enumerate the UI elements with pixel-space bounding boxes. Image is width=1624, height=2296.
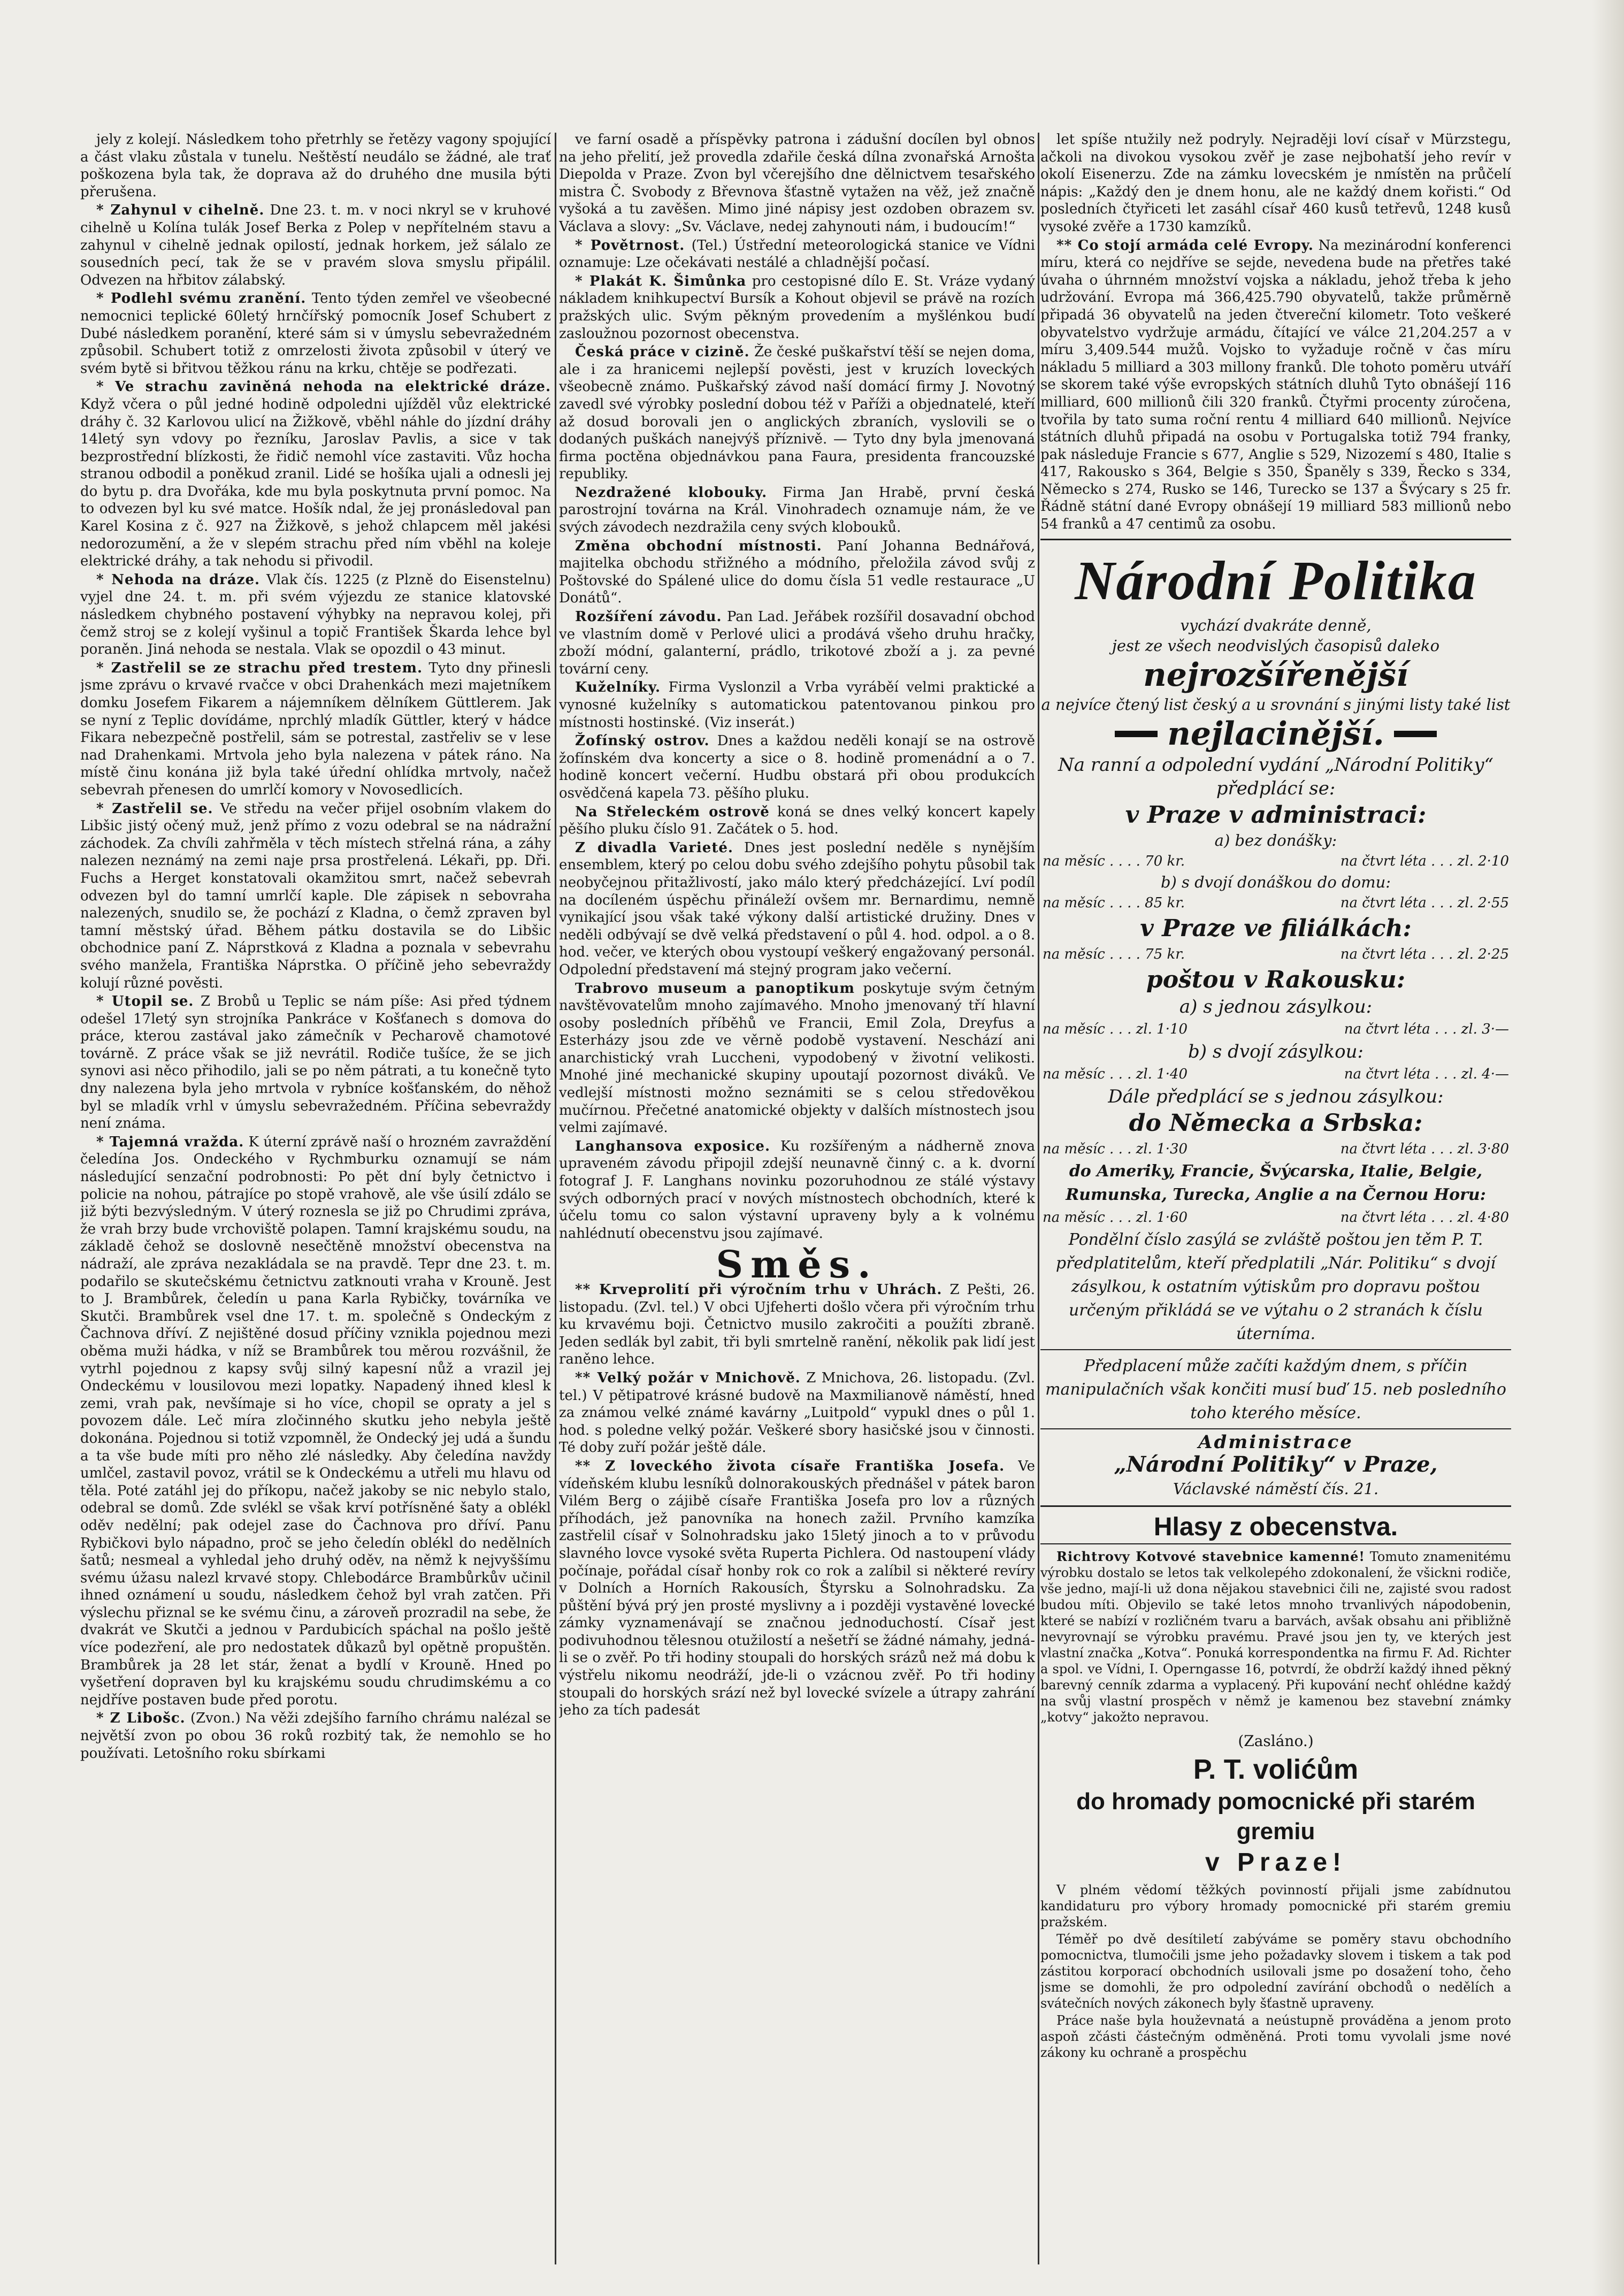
article: [559, 343, 1035, 483]
article-text: Dnes jest poslední neděle s nynějším ensemblem, který po celou dobu svého zdejšího pohytu působil tak neobyčejnou přitažlivostí, jako málo který předcházející. Lví podíl na docíleném úspěchu přináleží ovšem mr. Bernardimu, nemně vynikající jsou však také výkony další artistické družiny. Dnes v neděli odbývají se dvě velká představení o půl 4. hod. odpol. a o 8. hod. večer, ve kterých obou vystoupí veškerý engažovaný personál. Odpolední představení má stejný program jako večerní.: [559, 839, 1035, 978]
article: [80, 378, 551, 570]
article-text: Že české puškařství těší se nejen doma, ale i za hranicemi nejlepší pověsti, jest v kruzích loveckých všeobecně známo. Puškařský závod naší domácí firmy J. Novotný zavedl své výrobky poslední dobou též v Paříži a objednatelé, kteří až dosud borovali jen o anglických zbraních, vyslovili se o dodaných puškách nanejvýš příznivě. — Tyto dny byla jmenovaná firma poctěna objednávkou pana Faura, presidenta francouzské republiky.: [559, 344, 1035, 483]
article: [80, 1134, 551, 1709]
article-text: Dnes a každou neděli konají se na ostrově žofínském dva koncerty a sice o 8. hodině promenádní a o 7. hodině koncert večerní. Hudbu obstará při obou produkcích osvědčená kapela 73. pěšího pluku.: [559, 733, 1035, 801]
article: [80, 131, 551, 201]
article: [559, 237, 1035, 272]
column-rule: [555, 133, 556, 2264]
ad-line: a nejvíce čtený list český a u srovnání s jinými listy také list: [1041, 695, 1511, 714]
price-row: na měsíc . . . zl. 1·40 na čtvrt léta . . . zl. 4·—: [1043, 1066, 1509, 1082]
column-middle: [559, 131, 1035, 2266]
article: [559, 273, 1035, 342]
miscellany-news: [559, 1281, 1035, 1719]
article-text: koná se dnes velký koncert kapely pěšího pluku číslo 91. Začátek o 5. hod.: [559, 803, 1035, 838]
article: [559, 608, 1035, 678]
article-text: Když včera o půl jedné hodině odpoledni ujížděl vůz elektrické dráhy č. 32 Karlovou ulicí na Žižkově, vběhl náhle do jízdní dráhy 14letý syn vdovy po řezníku, Jaroslav Pavlis, a sice v tak bezprostřední blízkosti, že řidič nemohl více zastaviti. Vůz hocha stranou odbodil a poněkud zranil. Lidé se hošíka ujali a odnesli jej do bytu p. dra Dvořáka, kde mu byla poskytnuta první pomoc. Na to odvezen byl ku své matce. Hošík ndal, že jej pronásledoval pan Karel Kosina z č. 927 na Žižkově, s jehož chlapcem měl jakési nedorozumění, a že v slepém strachu před ním vběhl na koleje elektrické dráhy, a tak nehodu si přivodil.: [80, 396, 551, 570]
article-heading: * Utopil se.: [96, 993, 194, 1010]
article-heading: Změna obchodní místnosti.: [575, 538, 822, 554]
ad-note: Pondělní číslo zasýlá se zvláště poštou jen těm P. T. předplatitelům, kteří předplatili „Nár. Politiku“ s dvojí zásylkou, k ostatním výtiskům pro dopravu poštou určeným přikládá se ve výtahu o 2 stranách k číslu úterníma.: [1040, 1228, 1511, 1350]
paragraph: Práce naše byla houževnatá a neústupně prováděna a jenom proto aspoň zčásti částečným odměněná. Proti tomu vyvolali jsme nové zákony ku ochraně a prospěchu: [1040, 2012, 1511, 2060]
article: [80, 1710, 551, 1762]
section-title-smes: Směs.: [716, 1242, 878, 1287]
ad-line: b) s dvojí zásylkou:: [1188, 1040, 1363, 1062]
article-text: (Tel.) Ústřední meteorologická stanice ve Vídni oznamuje: Lze očekávati nestálé a chladnější počasí.: [559, 237, 1035, 271]
article-text: pro cestopisné dílo E. St. Vráze vydaný nákladem knihkupectví Bursík a Kohout objevil se právě na rozích pražských ulic. Svým pěkným provedením a myšlénkou budí zasloužnou pozornost obecenstva.: [559, 273, 1035, 342]
article: [559, 1281, 1035, 1368]
administration-address: Václavské náměstí čís. 21.: [1173, 1480, 1379, 1498]
article-text: jely z kolejí. Následkem toho přetrhly se řetězy vagony spojující a část vlaku zůstala v tunelu. Neštěstí neudálo se žádné, ale trať poškozena byla tak, že doprava až do druhého dne musila býti přerušena.: [80, 132, 551, 200]
column-rule: [1038, 133, 1039, 2264]
article-text: Z Mnichova, 26. listopadu. (Zvl. tel.) V pětipatrové krásné budově na Maxmilianově náměstí, hned za známou velké známé kavárny „Luitpold“ vypukl dnes o půl 1. hod. s poledne velký požár. Veškeré sbory hasičské jsou v činnosti. Té doby zuří požár ještě dále.: [559, 1369, 1035, 1456]
article-heading: * Povětrnost.: [575, 237, 685, 254]
hlasy-z-obecenstva: [1040, 1505, 1511, 2061]
article: [559, 980, 1035, 1137]
price-row: na měsíc . . . . 75 kr. na čtvrt léta . . . zl. 2·25: [1043, 946, 1509, 962]
article-heading: * Z Libošc.: [96, 1710, 186, 1727]
article-heading: * Zastřelil se.: [96, 800, 213, 817]
ad-line: b) s dvojí donáškou do domu:: [1160, 873, 1391, 891]
article-heading: Žofínský ostrov.: [575, 733, 710, 749]
ad-subheading: do Německa a Srbska:: [1129, 1109, 1423, 1137]
article-text: Pan Lad. Jeřábek rozšířil dosavadní obchod ve vlastním domě v Perlové ulici a prodává všeho druhu hračky, zboží módní, galanterní, prádlo, trikotové zboží a j. za pevné tovární ceny.: [559, 609, 1035, 677]
article: [559, 732, 1035, 802]
article-text: Ku rozšířeným a nádherně znova upraveném závodu připojil zdejší neunavně činný c. a k. dvorní fotograf J. F. Langhans novinku pozoruhodnou ze stálé výstavy svých odborných prací v nových místnostech obchodních, které k účelu tomu co salon výstavní upraveny byly a k volnému nahlédnutí obecenstvu jsou zajímavé.: [559, 1138, 1035, 1242]
article: Richtrovy Kotvové stavebnice kamenné! Tomuto znamenitému výrobku dostalo se letos tak velkolepého zdokonalení, že všickni rodiče, vše jedno, mají-li už dona nějakou stavebnici čili ne, zajisté svou radost budou míti. Objevilo se také letos mnoho trvanlivých nápodobenin, které se nabízí v rozličném tvaru a barvách, avšak obsahu ani přibližně nevyrovnají se výrobku pravému. Pravé jsou jen ty, ve kterých jest vlastní značka „Kotva“. Ponuká korrespondentka na firmu F. Ad. Richter a spol. ve Vídni, I. Operngasse 16, potvrdí, že obdrží každý ihned pěkný barevný cenník zdarma a vyplacený. Při kupování nechť ohlédne každý na svůj vlastní prospěch v němž je kamenou bez stavební známky „kotvy“ jakožto nepravou.: [1040, 1549, 1511, 1725]
ad-line: Na ranní a odpolední vydání „Národní Politiky“ předplácí se:: [1058, 754, 1493, 799]
paragraph: Téměř po dvě desítiletí zabýváme se poměry stavu obchodního pomocnictva, tlumočili jsme jeho požadavky slovem i tiskem a tak pod zástitou korporací obchodních usilovali jsme po dosažení toho, čeho jsme se domohli, že pro odpolední zavírání obchodů o nedělích a svátečních nových zákonech byly šťastně upraveny.: [1040, 1931, 1511, 2011]
article: [559, 679, 1035, 731]
ad-subheading: poštou v Rakousku:: [1146, 966, 1406, 993]
zaslano-label: (Zasláno.): [1238, 1732, 1314, 1750]
article-text: Vlak čís. 1225 (z Plzně do Eisenstelnu) vyjel dne 24. t. m. při svém výjezdu ze stanice klatovské následkem chybného postavení výhybky na nepravou kolej, při čemž stroj se z kolejí vyšinul a topič František Škarda lehce byl poraněn. Jiná nehoda se nestala. Vlak se opozdil o 43 minut.: [80, 571, 551, 658]
article-text: (Zvon.) Na věži zdejšího farního chrámu nalézal se největší zvon po obou 36 roků rozbitý tak, že nemohlo se ho používati. Letošního roku sbírkami: [80, 1710, 551, 1762]
article-heading: * Zahynul v cihelně.: [96, 202, 265, 219]
ad-subheading: v Praze v administraci:: [1125, 801, 1427, 829]
article-heading: Rozšíření závodu.: [575, 609, 722, 625]
paragraph: V plném vědomí těžkých povinností přijali jsme zabídnutou kandidaturu pro výbory hromady pomocnické při starém gremiu pražském.: [1040, 1882, 1511, 1930]
ornament-bar: [1115, 731, 1158, 737]
article-text: Z Brobů u Teplic se nám píše: Asi před týdnem odešel 17letý syn strojníka Pankráce v Košťanech s domova do práce, kterou zastával jako zámečník v Pecharově chamotové továrně. Z práce však se již nevrátil. Rodiče tušíce, že se jich synovi asi něco přihodilo, jali se po něm pátrati, a tu konečně tyto dny nalezena byla jeho mrtvola v rybníce košťanském, do něhož byl se mladík vrhl v úmyslu sebevražedném. Příčina sebevraždy není známa.: [80, 993, 551, 1132]
ad-line: Dále předplácí se s jednou zásylkou:: [1108, 1085, 1444, 1107]
article-heading: * Zastřelil se ze strachu před trestem.: [96, 660, 423, 676]
masthead: Národní Politika: [1075, 549, 1477, 611]
appeal-heading: v Praze!: [1205, 1848, 1347, 1877]
administration-name: „Národní Politiky“ v Praze,: [1114, 1452, 1438, 1478]
page-edge-shadow: [1592, 0, 1624, 2296]
ad-line: do Ameriky, Francie, Švýcarska, Italie, Belgie, Rumunska, Turecka, Anglie a na Černou Horu:: [1066, 1161, 1486, 1204]
article-text: let spíše ntužily než podryly. Nejraději loví císař v Mürzstegu, ačkoli na divokou vysokou zvěř je zase nejbohatší jeho revír v okolí Eisenerzu. Zde na zámku lovecském je nmístěn na průčelí nápis: „Každý den je dnem honu, ale ne každý dnem kořisti.“ Od posledních čtyřiceti let zasáhl císař 460 kusů tetřevů, 1248 kusů vysoké zvěře a 1730 kamzíků.: [1040, 132, 1511, 235]
article: [559, 538, 1035, 607]
article-text: poskytuje svým četným navštěvovatelům mnoho zajímavého. Mnoho jmenovaný tří hlavní osoby posledních příběhů ve Francii, Emil Zola, Dreyfus a Esterházy jsou zde ve věrně podobě vystavení. Neschází ani anarchistický vrah Luccheni, vypodobený v životní velikosti. Mnohé jiné mechanické skupiny upoutají pozornost diváků. Ve vedlejší místnosti možno seznámiti se s celou středověkou mučírnou. Přečetné anatomické objekty v dalších místnostech jsou velmi zajímavé.: [559, 980, 1035, 1136]
article: [559, 1138, 1035, 1243]
section-title-hlasy: Hlasy z obecenstva.: [1040, 1511, 1511, 1544]
administration-label: Administrace: [1198, 1431, 1353, 1453]
article-text: Tento týden zemřel ve všeobecné nemocnici teplické 60letý hrnčířský pomocník Josef Schubert z Dubé následkem poranění, které sám si v úmyslu sebevražedném způsobil. Schubert totiž z omrzelosti života způsobil v úterý ve svém bytě si břitvou těžkou ránu na krku, chtěje se podřezati.: [80, 290, 551, 377]
article-text: Na mezinárodní konferenci míru, která co nejdříve se sejde, nevedena bude na přetřes také úvaha o úhrnném množství vojska a nákladu, jehož třeba k jeho udržování. Evropa má 366,425.790 obyvatelů, takže průměrně připadá 36 obyvatelů na jeden čtvereční kilometr. Toto veškeré obyvatelstvo vydržuje armádu, čítající ve válce 21,204.257 a v míru 3,409.544 mužů. Vojsko to vyžaduje ročně v čas míru nákladu 5 milliard a 303 millony franků. Dle tohoto poměru utváří se skorem také výše evropských státních dluhů Tyto obnášejí 116 milliard, 600 millionů čili 320 franků. Čtyřmi procenty zúročena, tvořila by tato suma roční rentu 4 milliard 640 millionů. Nejvíce státních dluhů připadá na osobu v Portugalska totiž 794 franky, pak následuje Francie s 677, Anglie s 529, Nizozemí s 480, Italie s 417, Rakousko s 364, Belgie s 350, Španěly s 339, Řecko s 334, Německo s 274, Rusko se 146, Turecko se 137 a Švýcary s 25 fr. Řádně státní dané Evropy obnášejí 19 milliard 583 millionů nebo 54 franků a 47 centimů za osobu.: [1040, 237, 1511, 533]
article-heading: Kuželníky.: [575, 679, 661, 696]
article: [80, 993, 551, 1132]
article-heading: Z divadla Varieté.: [575, 839, 733, 856]
ad-note: Předplacení může začíti každým dnem, s příčin manipulačních však končiti musí buď 15. neb posledního toho kterého měsíce.: [1040, 1354, 1511, 1429]
ad-line: vychází dvakráte denně,: [1180, 616, 1372, 634]
appeal-heading: do hromady pomocnické při starém gremiu: [1076, 1788, 1475, 1845]
article-text: Firma Jan Hrabě, první česká parostrojní továrna na Král. Vinohradech oznamuje nám, že ve svých závodech nezdražila ceny svých klobouků.: [559, 484, 1035, 536]
article: [559, 839, 1035, 979]
article-heading: * Tajemná vražda.: [96, 1134, 244, 1150]
article: [80, 571, 551, 659]
article: [80, 290, 551, 377]
article-text: Ve středu na večer přijel osobním vlakem do Libšic jistý očený muž, jenž přímo z vozu odebral se na nádražní záchodek. Za chvíli zahřměla v těch místech střelná rána, a záhy nalezen neznámý na zemi naje prsa prostřelená. Lékaři, pp. Dři. Fuchs a Herget konstatovali okamžitou smrt, načež sebevrah odvezen byl do tamní umrlčí kaple. Dle zápisek n sebovraha nalezených, snudilo se, že pochází z Kladna, o čemž zpraven byl tamní městský úřad. Během pátku dostavila se do Libšic obchodnice paní Z. Náprstková z Kladna a poznala v sebevrahu svého manžela, Františka Náprstka. O příčině jeho sebevraždy kolují různé pověsti.: [80, 800, 551, 991]
article-heading: Česká práce v cizině.: [575, 344, 750, 361]
article-text: Ve vídeňském klubu lesníků dolnorakouských přednášel v pátek baron Vilém Berg o zájibě císaře Františka Josefa pro lov a různých příhodách, jež panovníka na honech zažil. Prvního kamzíka zastřelil císař v Solnohradsku jako 15letý jinoch a to v průvodu slavného lovce vysoké světa Ruperta Pichlera. Od nastoupení vlády počínaje, pořádal císař honby rok co rok a zalíbil si některé revíry v Dolních a Horních Rakousích, Štyrsku a Solnohradsku. Za půštění bývá prý jen prosté myslivny a i později vystavěné lovecké zámky vyznamenávají se značnou jednoduchostí. Císař jest podivuhodnou tělesnou otužilostí a nešetří se žádné námahy, jedná-li se o zvěř. Po tři hodiny stoupali do horských srázů než má dobu k výstřelu nikomu neodráží, jde-li o vzácnou zvěř. Po tři hodiny stoupali do horských srází než byl lovecké svízele a útrapy zahrání jeho za tích padesát: [559, 1458, 1035, 1719]
price-row: na měsíc . . . . 85 kr. na čtvrt léta . . . zl. 2·55: [1043, 894, 1509, 911]
price-row: na měsíc . . . zl. 1·10 na čtvrt léta . . . zl. 3·—: [1043, 1021, 1509, 1037]
article-heading: ** Z loveckého života císaře Františka Josefa.: [575, 1458, 1005, 1474]
ad-line: a) bez donášky:: [1214, 831, 1337, 849]
ad-headline: nejrozšířenější: [1143, 656, 1408, 694]
ad-line: jest ze všech neodvislých časopisů daleko: [1112, 636, 1440, 655]
local-news: [559, 131, 1035, 1242]
article: [80, 800, 551, 992]
price-row: na měsíc . . . . 70 kr. na čtvrt léta . . . zl. 2·10: [1043, 853, 1509, 869]
article-heading: * Ve strachu zaviněná nehoda na elektrické dráze.: [96, 379, 551, 395]
article-text: Firma Vyslonzil a Vrba vyráběí velmi praktické a vynosné kuželníky s automatickou patentovanou pinkou pro místnosti hostinské. (Viz inserát.): [559, 679, 1035, 731]
article-heading: Nezdražené klobouky.: [575, 484, 768, 501]
article: [559, 131, 1035, 236]
price-row: na měsíc . . . zl. 1·30 na čtvrt léta . . . zl. 3·80: [1043, 1141, 1509, 1157]
article-text: Z Pešti, 26. listopadu. (Zvl. tel.) V obci Ujfeherti došlo včera při výročním trhu ku krvavému boji. Četnictvo musilo zakročiti a použíti zbraně. Jeden sedlák byl zabit, tři byli smrtelně ranění, několik pak lidí jest raněno lehce.: [559, 1282, 1035, 1368]
article-text: K úterní zprávě naší o hrozném zavraždění čeledína Jos. Ondeckého v Rychmburku oznamují se nám následující senzační podrobnosti: Po pět dní byly četnictvo i policie na nohou, pátrajíce po stopě vrahově, ale vše úsilí zdálo se již býti bezvýsledným. V úterý roznesla se již po Chrudimi zpráva, že vrah brzy bude vrchoviště polapen. Tamní krajskému soudu, na základě čehož se doslovně nesečtěně množství obecenstva na nádraží, ale zpráva nezakládala se na pravdě. Tepr dne 23. t. m. podařilo se skutečskému četnictvu zatknouti vraha v Krouně. Jest to J. Brambůrek, čeledín u pana Karla Rybičky, továrníka ve Skutči. Brambůrek vsel dne 17. t. m. společně s Ondeckým z Čachnova dříví. Z nejištěné dosud příčiny vznikla pojednou mezi oběma muži hádka, v níž se Brambůrek tou měrou rozvášnil, že vytrhl pojednou z kapsy svůj silný kapesní nůž a vrazil jej Ondeckému v lousilovou mezi lopatky. Napadený ihned klesl k zemi, vrah pak, nevšímaje si ho více, chopil se opraty a jel s povozem dále. Leč míra zločinného skutku jeho nebyla ještě dokonána. Pojednou si totiž vzpomněl, že Ondecký jej udá a šundu a ta vše bude míti pro něho zlé následky. Aby čeledína navždy umlčel, zastavil povoz, vrátil se k Ondeckému a utřeli mu hlavu od těla. Poté zatáhl jej do příkopu, načež jakoby se nic nebylo stalo, odebral se domů. Zde svlékl se však krví potřísněné šaty a oblékl oděv nedělní; pak odejel zase do Čachnova pro dříví. Panu Rybičkovi bylo nápadno, proč se jeho čeledín oblékl do nedělních šatů; nesmeal a vyhledal jeho druhý oděv, na němž k nejvyššímu svému úžasu nalezl krvavé stopy. Chlebodárce Brambůrkův učinil ihned oznámení u soudu, následkem čehož byl vrah zatčen. Při výslechu přiznal se ke svému činu, a zároveň prozradil na sebe, že dvakrát ve Skutči a jednou v Pardubicích spáchal na pošlo ještě více podezření, ale pro nedostatek důkazů byl opětně propuštěn. Brambůrek ja 28 let stár, ženat a bydlí v Krouně. Hned po vyšetření dopraven byl ku krajskému soudu chrudimskému a co nejdříve postaven bude před porotu.: [80, 1134, 551, 1708]
article-heading: ** Co stojí armáda celé Evropy.: [1056, 237, 1314, 254]
narodni-politika-advertisement: [1040, 539, 1511, 1499]
article: [1040, 237, 1511, 533]
appeal-heading: P. T. volićům: [1193, 1754, 1359, 1785]
article: [80, 660, 551, 799]
article: [559, 484, 1035, 537]
article-heading: * Podlehl svému zranění.: [96, 290, 307, 307]
column-right: [1040, 131, 1511, 2266]
article-heading: ** Krveprolití při výročním trhu v Uhrách.: [575, 1282, 943, 1298]
article-text: Tyto dny přinesli jsme zprávu o krvavé rvačce v obci Drahenkách mezi majetníkem domku Josefem Fikarem a nájemníkem dělníkem Güttlerem. Jak se nyní z Teplic dovídáme, nprchlý mladík Güttler, který v hádce Fikara nebezpečně postřelil, sám se potrestal, zastřeliv se v lese nad Drahenkami. Mrtvola jeho byla nalezena v pátek ráno. Na místě činu konána již byla také úřední ohlídka mrtvoly, načež sebevrah přenesen do umrlčí komory v Novosedlicích.: [80, 660, 551, 798]
article: [1040, 131, 1511, 236]
article-heading: Na Střeleckém ostrově: [575, 803, 770, 820]
article-heading: Langhansova exposice.: [575, 1138, 771, 1154]
article: [80, 202, 551, 289]
miscellany-continued: [1040, 131, 1511, 533]
article: [559, 803, 1035, 838]
article-text: ve farní osadě a příspěvky patrona i zádušní docílen byl obnos na jeho přelití, jež provedla zdařile česká dílna zvonařská Arnošta Diepolda v Praze. Zvon byl včerejšího dne dělnictvem tesařského mistra Č. Svobody z Břevnova šťastně vytažen na věž, jež značně vyšoká a tu zavěšen. Mimo jiné nápisy jest ozdoben obrazem sv. Václava a slovy: „Sv. Václave, nedej zahynouti nám, i budoucím!“: [559, 132, 1035, 235]
ad-line: a) s jednou zásylkou:: [1179, 996, 1373, 1017]
ad-subheading: v Praze ve filiálkách:: [1140, 914, 1412, 942]
article-heading: Trabrovo museum a panoptikum: [575, 980, 855, 997]
article: [559, 1369, 1035, 1457]
article-heading: ** Velký požár v Mnichově.: [575, 1369, 801, 1386]
ad-headline: nejlacinější.: [1167, 715, 1384, 753]
article-text: Paní Johanna Bednářová, majitelka obchodu střižného a módního, přeložila závod svůj z Poštovské do Spálené ulice do domu čísla 51 vedle restaurace „U Donátů“.: [559, 538, 1035, 607]
article-text: Dne 23. t. m. v noci nkryl se v kruhové cihelně u Kolína tulák Josef Berka z Polep v nepřítelném stavu a zahynul v cihelně jednak opilostí, jednak horkem, jež sálalo ze sousedních pecí, tak že se v pravém slova smyslu připálil. Odvezen na hřbitov zálabský.: [80, 202, 551, 288]
article-heading: * Nehoda na dráze.: [96, 571, 261, 588]
article: [559, 1458, 1035, 1719]
ornament-bar: [1394, 731, 1437, 737]
price-row: na měsíc . . . zl. 1·60 na čtvrt léta . . . zl. 4·80: [1043, 1209, 1509, 1226]
column-left: [80, 131, 551, 2266]
article-heading: * Plakát K. Šimůnka: [575, 273, 747, 289]
